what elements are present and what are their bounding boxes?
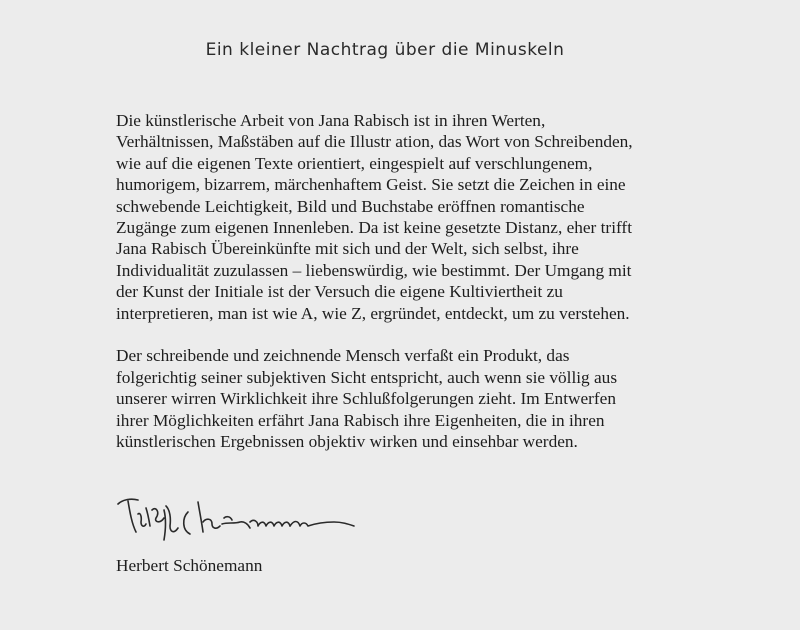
text-line: Jana Rabisch Übereinkünfte mit sich und der Welt, sich selbst, ihre xyxy=(116,239,579,259)
text-line: der Kunst der Initiale ist der Versuch die eigene Kultiviertheit zu xyxy=(116,282,563,302)
paragraph-2 xyxy=(116,345,736,452)
text-line: künstlerischen Ergebnissen objektiv wirken und einsehbar werden. xyxy=(116,432,578,452)
handwritten-signature xyxy=(108,488,368,548)
text-line: Zugänge zum eigenen Innenleben. Da ist keine gesetzte Distanz, eher trifft xyxy=(116,218,632,238)
text-line: folgerichtig seiner subjektiven Sicht entspricht, auch wenn sie völlig aus xyxy=(116,367,618,387)
document-body xyxy=(116,110,736,452)
text-line: ihrer Möglichkeiten erfährt Jana Rabisch ihre Eigenheiten, die in ihren xyxy=(116,410,605,430)
author-name: Herbert Schönemann xyxy=(116,556,263,575)
text-line: Individualität zuzulassen – liebenswürdig, wie bestimmt. Der Umgang mit xyxy=(116,260,632,280)
text-line: wie auf die eigenen Texte orientiert, eingespielt auf verschlungenem, xyxy=(116,153,593,173)
text-line: Der schreibende und zeichnende Mensch verfaßt ein Produkt, das xyxy=(116,346,570,366)
document-title: Ein kleiner Nachtrag über die Minuskeln xyxy=(205,40,565,60)
text-line: schwebende Leichtigkeit, Bild und Buchstabe eröffnen romantische xyxy=(116,196,585,216)
text-line: unserer wirren Wirklichkeit ihre Schlußfolgerungen zieht. Im Entwerfen xyxy=(116,389,616,409)
paragraph-1 xyxy=(116,110,736,324)
text-line: Die künstlerische Arbeit von Jana Rabisch ist in ihren Werten, xyxy=(116,111,546,130)
text-line: humorigem, bizarrem, märchenhaftem Geist. Sie setzt die Zeichen in eine xyxy=(116,175,626,195)
text-line: interpretieren, man ist wie A, wie Z, ergründet, entdeckt, um zu verstehen. xyxy=(116,303,630,323)
text-line: Verhältnissen, Maßstäben auf die Illustr ation, das Wort von Schreibenden, xyxy=(116,132,633,152)
